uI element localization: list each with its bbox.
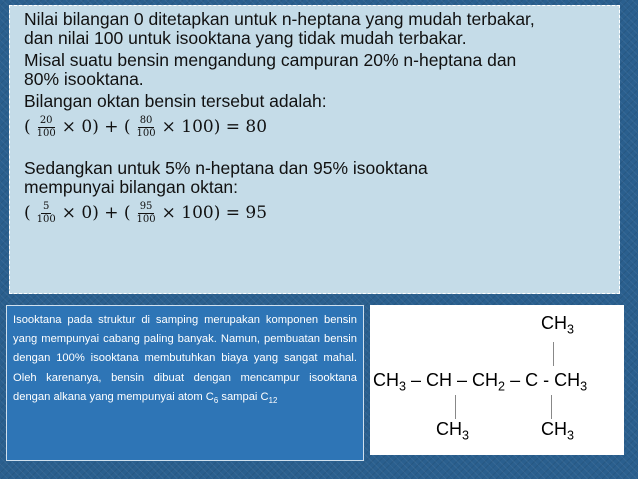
branch-methyl-2 (541, 419, 575, 443)
chain-part-1: CH (373, 370, 399, 390)
formula-1-open: ( (24, 117, 31, 137)
fraction-denominator: 100 (136, 214, 156, 225)
intro-line-5: Bilangan oktan bensin tersebut adalah: (24, 91, 327, 111)
note-text: Isooktana pada struktur di samping merupakan komponen bensin yang mempunyai cabang paling banyak. Namun, pembuatan bensin dengan 100% isooktana membutuhkan biaya yang sangat mahal. Oleh karenanya, bensin dibuat dengan mencampur isooktana dengan alkana yang mempunyai atom C (13, 314, 357, 403)
octane-formula-1 (24, 115, 619, 140)
octane-formula-2 (24, 201, 619, 226)
isooctane-structure (370, 305, 624, 455)
branch-2-subscript: 3 (567, 428, 575, 443)
chain-part-3: – C - CH (505, 370, 581, 390)
formula-2-fraction-1 (35, 201, 58, 226)
top-methyl-label: CH (541, 313, 567, 333)
branch-methyl-1 (436, 419, 470, 443)
formula-1-fraction-1 (35, 115, 58, 140)
formula-2-fraction-2 (135, 201, 158, 226)
top-methyl-group (541, 313, 575, 337)
note-subscript-6: 6 (213, 396, 219, 406)
second-line-2: mempunyai bilangan oktan: (24, 177, 239, 197)
bond-line (455, 395, 456, 419)
formula-1-result: × 100) = 80 (161, 117, 268, 137)
bond-line (553, 342, 554, 366)
explanation-panel (9, 5, 620, 294)
branch-1-subscript: 3 (462, 428, 470, 443)
chain-part-2: – CH – CH (406, 370, 499, 390)
bond-line (551, 395, 552, 419)
fraction-numerator: 80 (139, 115, 153, 126)
chain-sub-2: 2 (498, 379, 506, 394)
note-text-mid: sampai C (218, 390, 269, 403)
fraction-numerator: 95 (139, 201, 153, 212)
intro-line-3: Misal suatu bensin mengandung campuran 20% n-heptana dan (24, 50, 517, 70)
formula-2-result: × 100) = 95 (161, 203, 268, 223)
intro-line-4: 80% isooktana. (24, 69, 144, 89)
chain-sub-3: 3 (580, 379, 588, 394)
branch-2-label: CH (541, 419, 567, 439)
fraction-denominator: 100 (36, 214, 56, 225)
intro-line-2: dan nilai 100 untuk isooktana yang tidak mudah terbakar. (24, 28, 467, 48)
fraction-denominator: 100 (36, 128, 56, 139)
top-methyl-subscript: 3 (567, 322, 575, 337)
formula-2-open: ( (24, 203, 31, 223)
intro-line-1: Nilai bilangan 0 ditetapkan untuk n-heptana yang mudah terbakar, (24, 9, 535, 29)
chain-sub-1: 3 (399, 379, 407, 394)
fraction-denominator: 100 (136, 128, 156, 139)
fraction-numerator: 5 (43, 201, 50, 212)
note-paragraph (13, 311, 357, 407)
fraction-numerator: 20 (39, 115, 53, 126)
main-chain (373, 370, 588, 394)
formula-1-fraction-2 (135, 115, 158, 140)
isooctane-note (6, 305, 364, 461)
note-subscript-12: 12 (268, 396, 278, 406)
spacer (24, 140, 619, 159)
formula-1-middle: × 0) + ( (61, 117, 131, 137)
second-line-1: Sedangkan untuk 5% n-heptana dan 95% isooktana (24, 158, 428, 178)
formula-2-middle: × 0) + ( (61, 203, 131, 223)
branch-1-label: CH (436, 419, 462, 439)
